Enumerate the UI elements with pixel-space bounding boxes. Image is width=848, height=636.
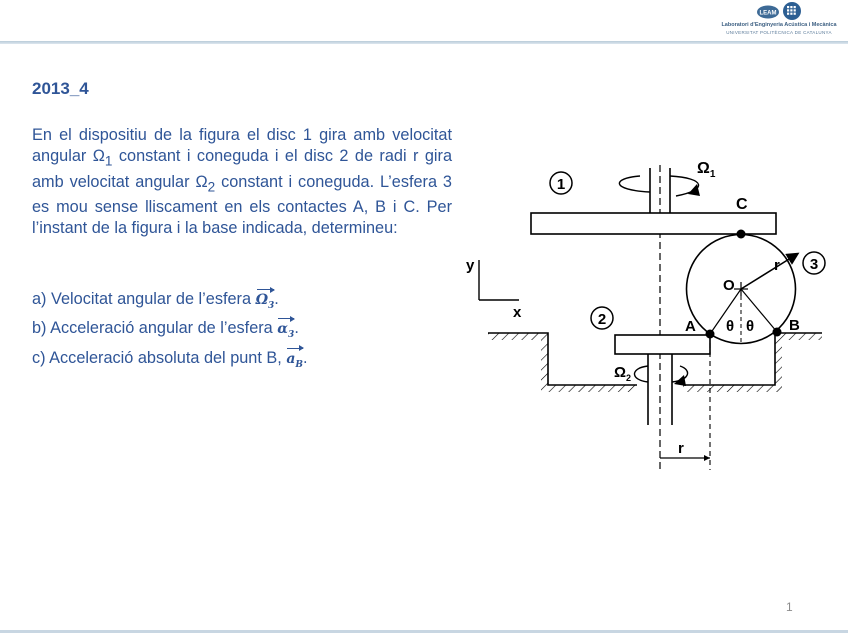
page-number: 1 [786,600,793,614]
slide-title: 2013_4 [32,79,89,98]
disc-1-number: 1 [556,176,566,193]
header-bar [0,41,848,44]
theta-right-label: θ [746,318,755,335]
disc-2-number: 2 [597,311,607,328]
problem-text-part2: constant i coneguda i el disc 2 de radi r gira amb velocitat angular [32,147,452,191]
sphere-3-number: 3 [809,256,819,273]
logo-name: Laboratori d'Enginyeria Acústica i Mecànica [721,22,837,28]
point-a-label: A [685,318,696,335]
question-c: c) Acceleració absoluta del punt B, $a_B$. [32,347,308,376]
omega1-subscript: 1 [104,153,113,169]
logo [712,2,848,40]
omega2-subscript: 2 [207,178,216,194]
point-c-marker [737,230,746,239]
vector-aB: $a_B$ [286,347,303,376]
radius-label: r [774,257,780,274]
logo-university: UNIVERSITAT POLITÈCNICA DE CATALUNYA [726,30,832,35]
omega2-arrowhead [674,375,686,386]
question-b: b) Acceleració angular de l’esfera $\alpha_3$. [32,317,308,346]
problem-text-part3: constant i coneguda. L’esfera 3 es mou sense lliscament en els contactes A, B i C. Per l’instant de la figura i la base indicada, determineu: [32,172,452,238]
sphere-3 [687,235,796,344]
mechanism-figure [462,150,840,470]
omega2-symbol: Ω [195,172,208,191]
bottom-radius-label: r [678,440,684,457]
center-o-label: O [723,277,735,294]
point-b-marker [773,328,782,337]
omega2-label: $\Omega_2$ [614,364,632,383]
question-a: a) Velocitat angular de l’esfera $\Omega_3$. [32,288,308,317]
omega1-symbol: Ω [92,147,105,166]
question-list [32,288,308,376]
axis-y-label: y [466,257,475,274]
vector-omega3: $\Omega_3$ [256,288,275,317]
problem-text-part1: En el dispositiu de la figura el disc 1 gira amb velocitat angular [32,126,452,166]
logo-icons [712,2,848,22]
omega1-arrow [619,176,698,196]
problem-statement [32,125,452,240]
point-c-label: C [736,196,748,213]
vector-alpha3: $\alpha_3$ [277,317,294,346]
footer-bar [0,630,848,633]
theta-left-label: θ [726,318,735,335]
point-b-label: B [789,317,800,334]
reference-axes [479,260,519,300]
svg-text:LEAM: LEAM [759,10,777,17]
omega1-label: $\Omega_1$ [697,160,716,180]
contact-points [706,230,782,339]
axis-x-label: x [513,304,522,321]
